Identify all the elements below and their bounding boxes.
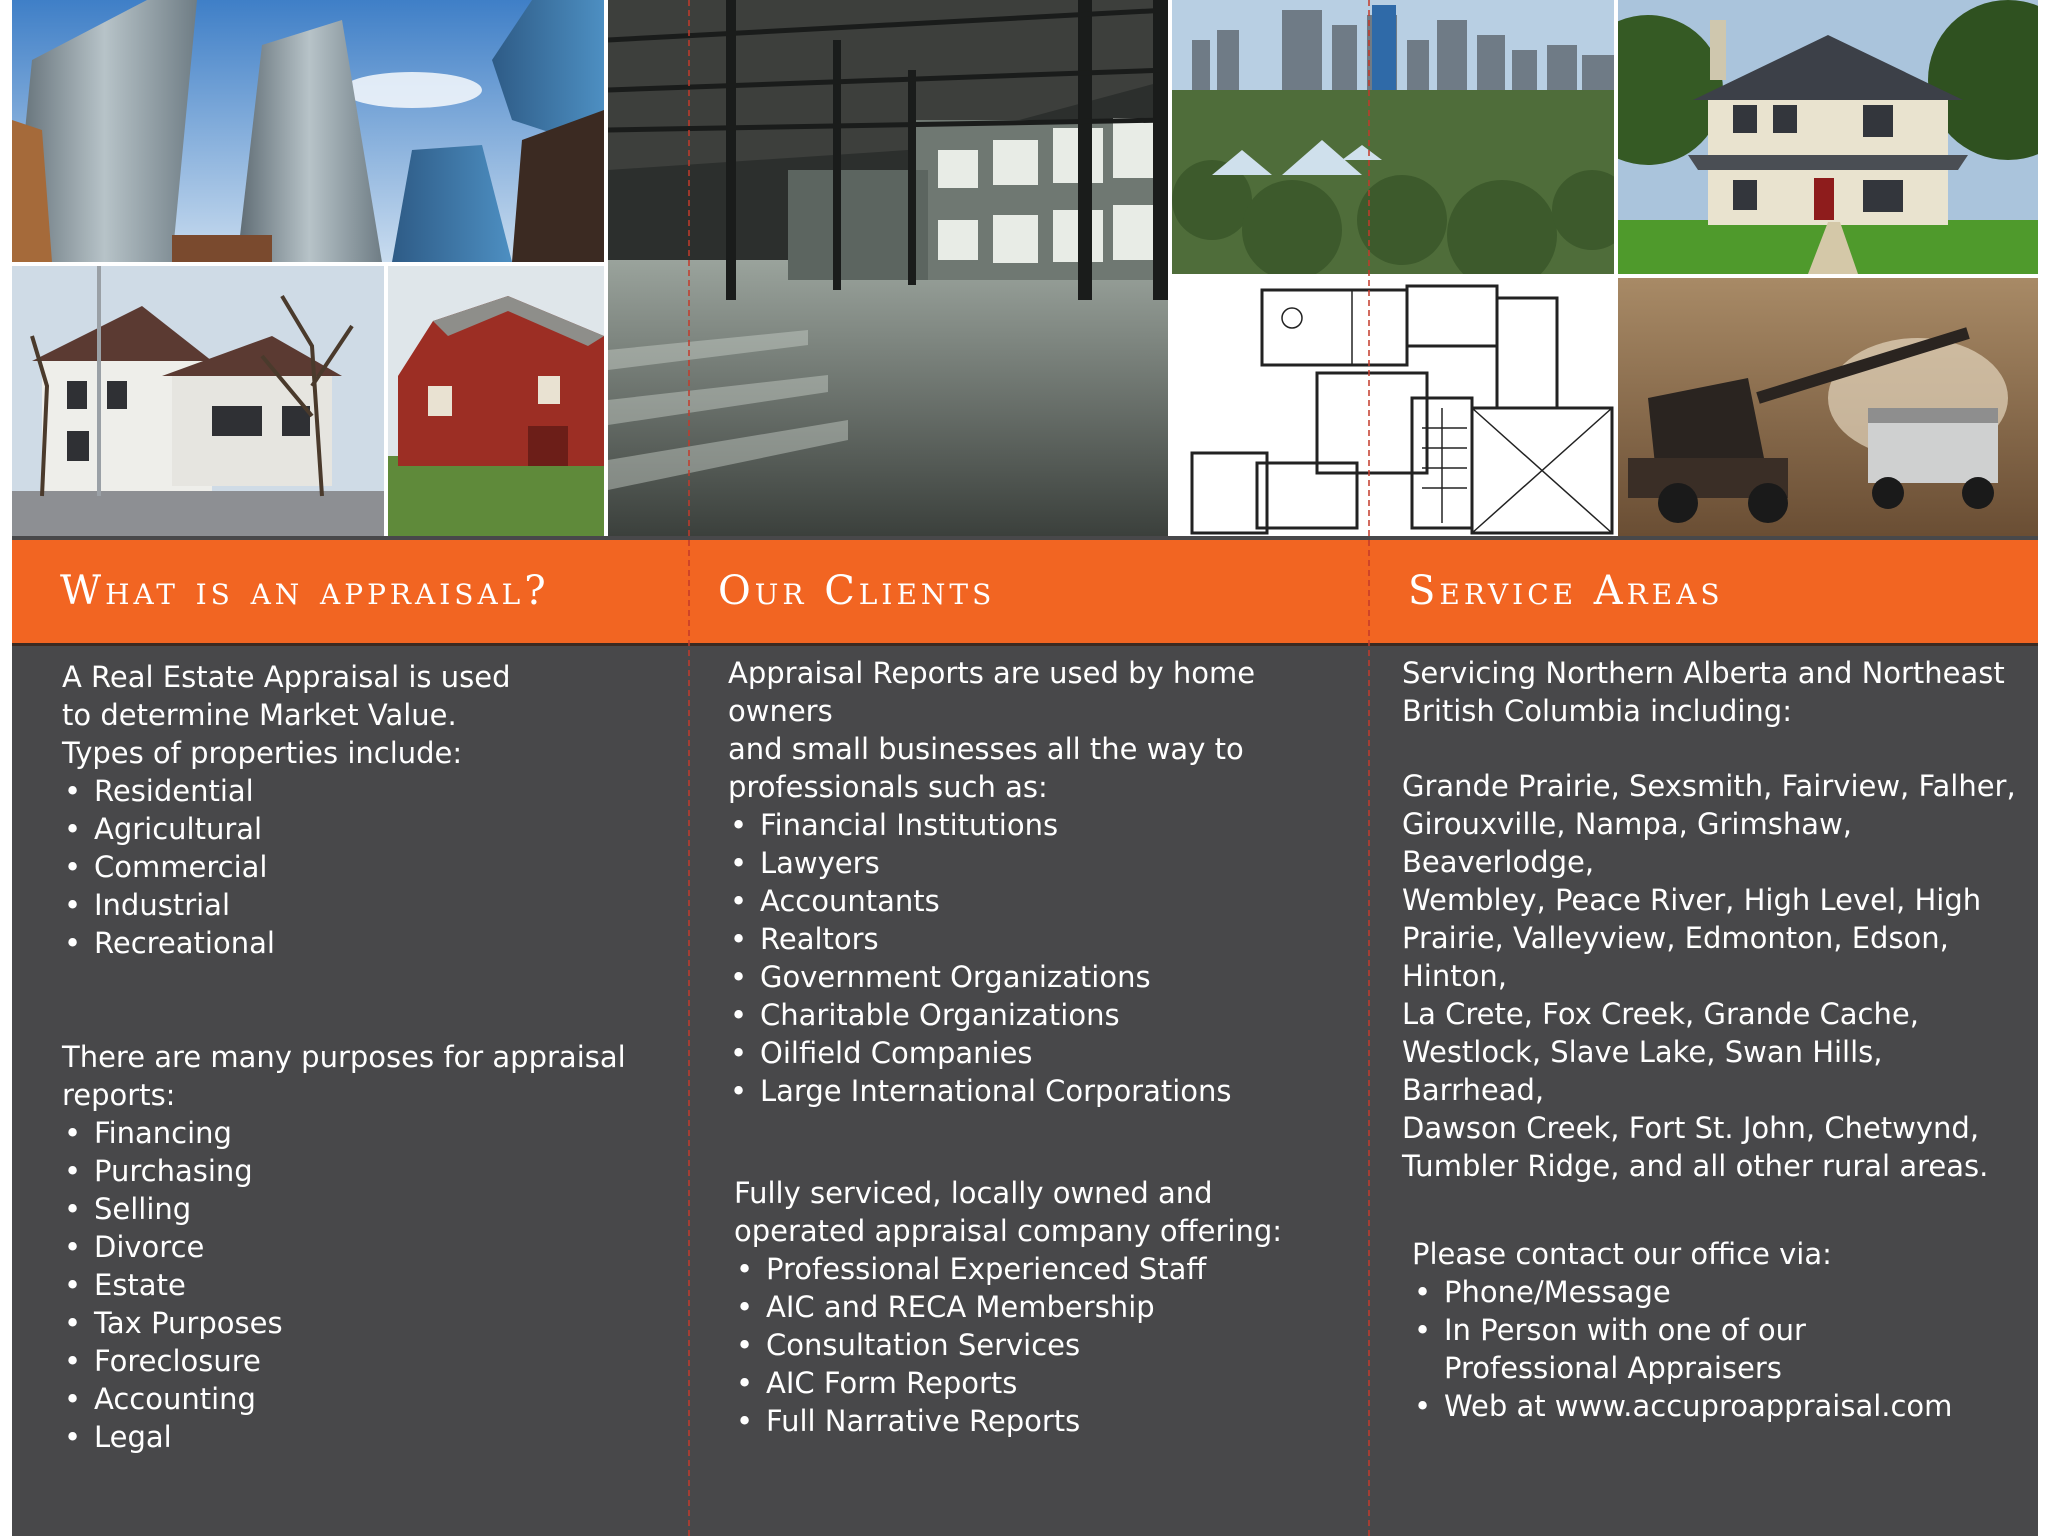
section-header-band: [12, 540, 2038, 646]
list-item: • Financial Institutions: [728, 806, 1358, 844]
towns-line: Prairie, Valleyview, Edmonton, Edson,: [1402, 921, 1949, 955]
list-item: • Divorce: [62, 1228, 672, 1266]
service-intro-line: Servicing Northern Alberta and Northeast: [1402, 656, 2005, 690]
fold-line-right: [1368, 0, 1370, 1536]
appraisal-intro-line: A Real Estate Appraisal is used: [62, 660, 511, 694]
list-item: • Recreational: [62, 924, 672, 962]
list-item: • Full Narrative Reports: [734, 1402, 1358, 1440]
clients-intro-line: Appraisal Reports are used by home owners: [728, 656, 1256, 728]
towns-line: Dawson Creek, Fort St. John, Chetwynd,: [1402, 1111, 1980, 1145]
offering-intro-line: operated appraisal company offering:: [734, 1214, 1282, 1248]
list-item: • AIC Form Reports: [734, 1364, 1358, 1402]
towns-line: Wembley, Peace River, High Level, High: [1402, 883, 1982, 917]
towns-line: La Crete, Fox Creek, Grande Cache,: [1402, 997, 1919, 1031]
list-item: • Industrial: [62, 886, 672, 924]
appraisal-column: [62, 658, 672, 1456]
list-item: • AIC and RECA Membership: [734, 1288, 1358, 1326]
list-item: • Consultation Services: [734, 1326, 1358, 1364]
towns-line: Tumbler Ridge, and all other rural areas.: [1402, 1149, 1989, 1183]
list-item: • Charitable Organizations: [728, 996, 1358, 1034]
fold-line-left: [688, 0, 690, 1536]
warehouse-interior-photo: [608, 0, 1168, 536]
combine-harvester-photo: [1618, 278, 2038, 536]
service-areas-column: [1402, 654, 2032, 1425]
brochure-page: [12, 0, 2038, 1536]
list-item: • Estate: [62, 1266, 672, 1304]
contact-block: [1412, 1235, 1972, 1425]
towns-line: Westlock, Slave Lake, Swan Hills, Barrhead,: [1402, 1035, 1883, 1107]
list-item: • Commercial: [62, 848, 672, 886]
appraisal-intro-line: Types of properties include:: [62, 736, 463, 770]
towns-line: Grande Prairie, Sexsmith, Fairview, Falher,: [1402, 769, 2016, 803]
list-item: • Tax Purposes: [62, 1304, 672, 1342]
client-types-list: [728, 806, 1358, 1110]
towns-line: Hinton,: [1402, 959, 1507, 993]
appraisal-heading: What is an appraisal?: [60, 568, 550, 614]
list-item: • Phone/Message: [1412, 1273, 1972, 1311]
offering-intro-line: Fully serviced, locally owned and: [734, 1176, 1213, 1210]
list-item: • Lawyers: [728, 844, 1358, 882]
list-item: • Financing: [62, 1114, 672, 1152]
clients-intro-line: professionals such as:: [728, 770, 1048, 804]
purposes-intro-line: reports:: [62, 1078, 176, 1112]
list-item: • Accountants: [728, 882, 1358, 920]
red-barn-photo: [388, 266, 604, 536]
appraisal-intro-line: to determine Market Value.: [62, 698, 457, 732]
list-item: • Web at www.accuproappraisal.com: [1412, 1387, 1972, 1425]
list-item: • Selling: [62, 1190, 672, 1228]
photo-collage: [12, 0, 2038, 536]
list-item: • In Person with one of our Professional Appraisers: [1412, 1311, 1972, 1387]
contact-intro: Please contact our office via:: [1412, 1237, 1832, 1271]
two-storey-house-photo: [1618, 0, 2038, 274]
offerings-list: [734, 1250, 1358, 1440]
city-skyline-photo: [1172, 0, 1614, 274]
list-item: • Legal: [62, 1418, 672, 1456]
towns-block: [1402, 767, 2032, 1185]
clients-intro-line: and small businesses all the way to: [728, 732, 1244, 766]
glass-office-towers-photo: [12, 0, 604, 262]
floor-plan-photo: [1172, 278, 1614, 536]
contact-methods-list: [1412, 1273, 1972, 1425]
offerings-block: [734, 1174, 1358, 1440]
purposes-list: [62, 1114, 672, 1456]
towns-line: Girouxville, Nampa, Grimshaw, Beaverlodge,: [1402, 807, 1852, 879]
service-intro-line: British Columbia including:: [1402, 694, 1792, 728]
clients-heading: Our Clients: [718, 568, 996, 614]
list-item: • Professional Experienced Staff: [734, 1250, 1358, 1288]
list-item: • Foreclosure: [62, 1342, 672, 1380]
list-item: • Agricultural: [62, 810, 672, 848]
list-item: • Government Organizations: [728, 958, 1358, 996]
list-item: • Purchasing: [62, 1152, 672, 1190]
list-item: • Oilfield Companies: [728, 1034, 1358, 1072]
purposes-intro-line: There are many purposes for appraisal: [62, 1040, 626, 1074]
list-item: • Large International Corporations: [728, 1072, 1358, 1110]
list-item: • Realtors: [728, 920, 1358, 958]
property-types-list: [62, 772, 672, 962]
list-item: • Accounting: [62, 1380, 672, 1418]
service-areas-heading: Service Areas: [1408, 568, 1724, 614]
clients-column: [728, 654, 1358, 1440]
list-item: • Residential: [62, 772, 672, 810]
old-white-house-photo: [12, 266, 384, 536]
